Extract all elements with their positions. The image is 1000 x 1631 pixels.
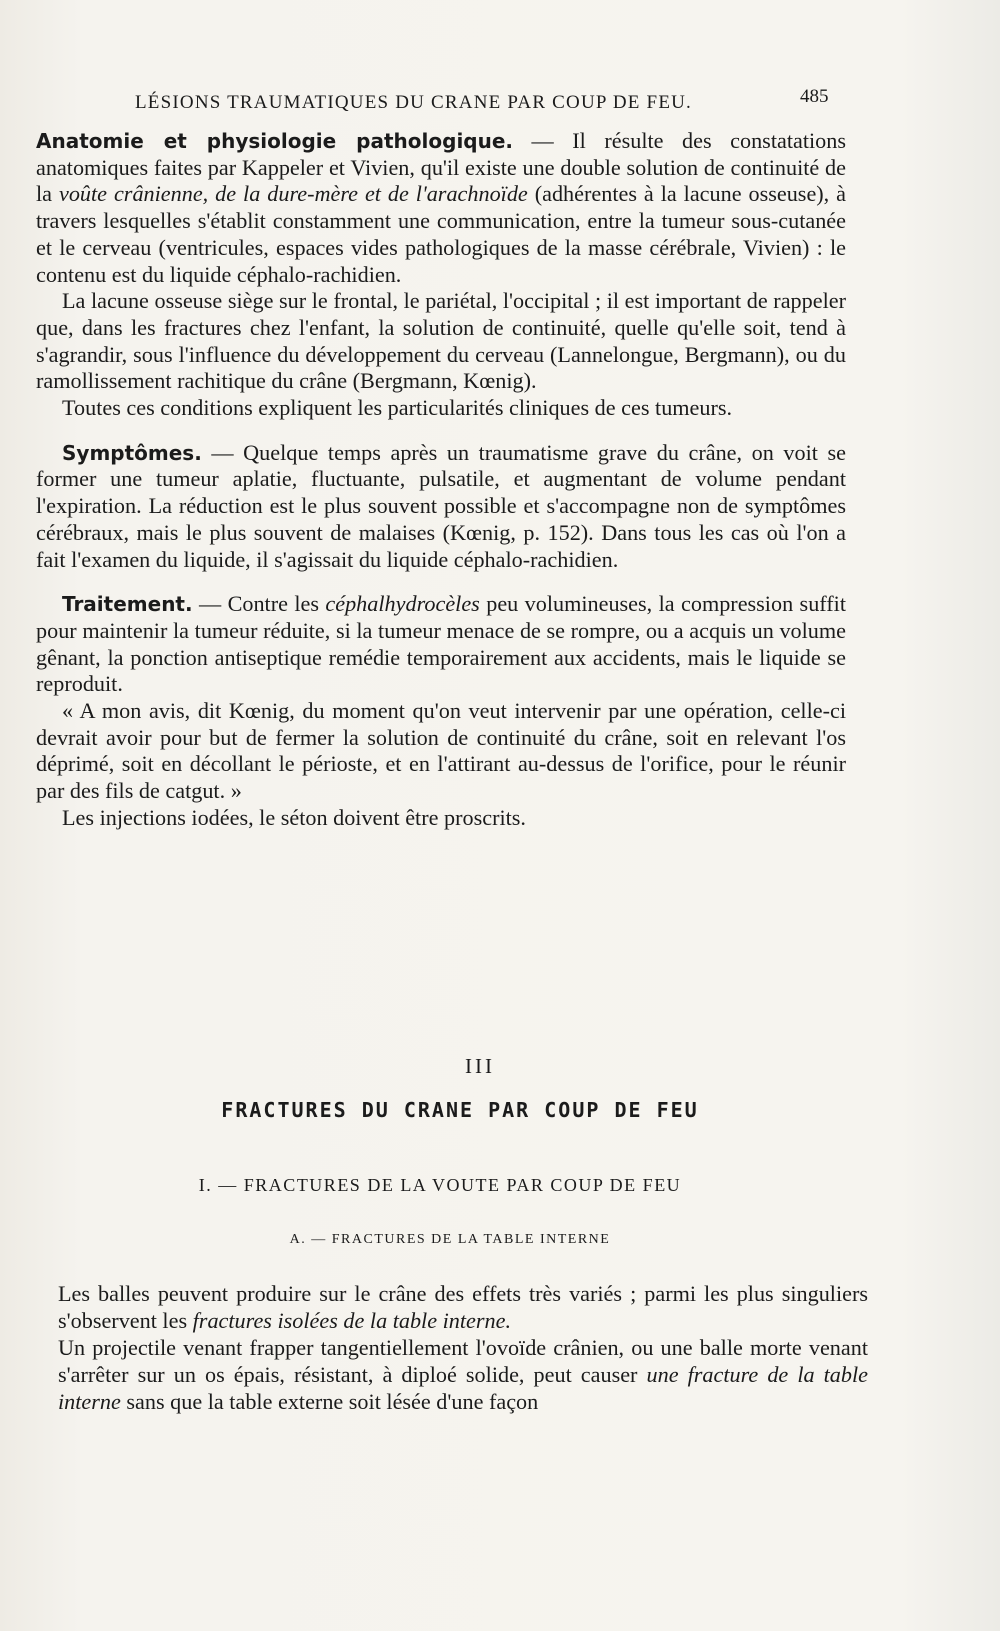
injections-paragraph: Les injections iodées, le séton doivent être proscrits. bbox=[62, 804, 526, 830]
traitement-text-a: — Contre les bbox=[192, 591, 326, 617]
anatomie-heading: Anatomie et physiologie pathologique. bbox=[36, 129, 514, 153]
closing-text bbox=[58, 1280, 868, 1415]
balles-text-a: Les balles peuvent produire sur le crâne des effets très variés ; parmi les plus singuliers s'observent les bbox=[58, 1281, 868, 1333]
chapter-number: III bbox=[465, 1054, 495, 1078]
anatomie-text-a: — Il résulte des constatations anatomiques faites par Kappeler et Vivien, qu'il existe une double solution de continuité de la bbox=[36, 128, 846, 207]
anatomie-paragraph bbox=[36, 128, 846, 288]
projectile-paragraph bbox=[58, 1334, 868, 1415]
subsection-subtitle: A. — FRACTURES DE LA TABLE INTERNE bbox=[289, 1232, 611, 1247]
projectile-text-a: Un projectile venant frapper tangentiellement l'ovoïde crânien, ou une balle morte venant s'arrêter sur un os épais, résistant, à diploé solide, peut causer bbox=[58, 1335, 868, 1387]
symptomes-heading: Symptômes. bbox=[62, 440, 202, 465]
chapter-title: FRACTURES DU CRANE PAR COUP DE FEU bbox=[221, 1098, 699, 1122]
traitement-paragraph bbox=[36, 591, 846, 698]
symptomes-text: — Quelque temps après un traumatisme grave du crâne, on voit se former une tumeur aplatie, fluctuante, pulsatile, et augmentant de volume pendant l'expiration. La réduction est le plus souvent possible et s'accompagne non de symptômes cérébraux, mais le plus souvent de malaises (Kœnig, p. 152). Dans tous les cas où l'on a fait l'examen du liquide, il s'agissait du liquide céphalo-rachidien. bbox=[36, 439, 846, 572]
traitement-text-italic: céphalhydrocèles bbox=[325, 591, 480, 617]
projectile-text-italic: une fracture de la table interne bbox=[58, 1362, 869, 1414]
symptomes-paragraph bbox=[36, 440, 846, 574]
projectile-text-b: sans que la table externe soit lésée d'une façon bbox=[120, 1389, 539, 1414]
conditions-paragraph: Toutes ces conditions expliquent les particularités cliniques de ces tumeurs. bbox=[62, 395, 733, 421]
anatomie-text-italic: voûte crânienne, de la dure-mère et de l'arachnoïde bbox=[58, 181, 528, 207]
traitement-text-b: peu volumineuses, la compression suffit pour maintenir la tumeur réduite, si la tumeur menace de se rompre, ou a acquis un volume gênant, la ponction antiseptique remédie temporairement aux accidents, mais le liquide se reproduit. bbox=[36, 591, 846, 697]
balles-text-italic: fractures isolées de la table interne. bbox=[192, 1308, 512, 1333]
body-text bbox=[36, 128, 846, 832]
running-head: LÉSIONS TRAUMATIQUES DU CRANE PAR COUP DE FEU. bbox=[135, 92, 693, 113]
balles-paragraph bbox=[58, 1280, 868, 1334]
lacune-paragraph: La lacune osseuse siège sur le frontal, le pariétal, l'occipital ; il est important de rappeler que, dans les fractures chez l'enfant, la solution de continuité, quelle qu'elle soit, tend à s'agrandir, sous l'influence du développement du cerveau (Lannelongue, Bergmann), ou du ramollissement rachitique du crâne (Bergmann, Kœnig). bbox=[36, 288, 846, 394]
traitement-heading: Traitement. bbox=[62, 592, 193, 617]
anatomie-text-b: (adhérentes à la lacune osseuse), à travers lesquelles s'établit constamment une communication, entre la tumeur sous-cutanée et le cerveau (ventricules, espaces vides pathologiques de la masse cérébrale, Vivien) : le contenu est du liquide céphalo-rachidien. bbox=[36, 181, 847, 287]
section-subtitle: I. — FRACTURES DE LA VOUTE PAR COUP DE FEU bbox=[198, 1175, 682, 1195]
page-number: 485 bbox=[800, 86, 829, 107]
koenig-quote-paragraph: « A mon avis, dit Kœnig, du moment qu'on veut intervenir par une opération, celle-ci devrait avoir pour but de fermer la solution de continuité du crâne, soit en relevant l'os déprimé, soit en décollant le périoste, et en l'attirant au-dessus de l'orifice, pour le réunir par des fils de catgut. » bbox=[36, 698, 846, 804]
